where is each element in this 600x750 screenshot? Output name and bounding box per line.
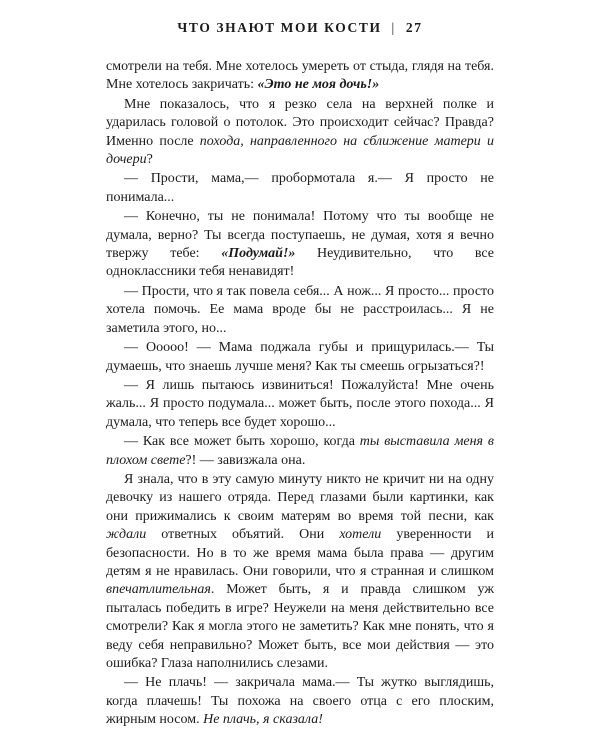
text-segment: смотрели на тебя. Мне хотелось умереть от стыда, глядя на тебя. Мне хотелось закричать: xyxy=(106,59,494,93)
emphasis: «Это не моя дочь!» xyxy=(257,77,380,93)
text-segment: — Прости, что я так повела себя... А нож... Я просто... просто хотела помочь. Ее мама вроде бы не расстроилась... Я не заметила этого, но... xyxy=(106,283,494,336)
emphasis: «Подумай!» xyxy=(221,246,296,262)
text-segment: ?! — завизжала она. xyxy=(185,452,306,468)
book-title: ЧТО ЗНАЮТ МОИ КОСТИ xyxy=(177,20,382,35)
paragraph xyxy=(106,283,494,338)
header-separator: | xyxy=(391,20,396,35)
body-text xyxy=(106,58,494,730)
paragraph xyxy=(106,96,494,170)
text-segment: — Я лишь пытаюсь извиниться! Пожалуйста! Мне очень жаль... Я просто подумала... может быть, после этого похода... Я думала, что теперь все будет хорошо... xyxy=(106,377,494,430)
text-segment: Неудивительно, что все одноклассники тебя ненавидят! xyxy=(106,246,494,280)
paragraph xyxy=(106,339,494,376)
text-segment: Мне показалось, что я резко села на верхней полке и ударилась головой о потолок. Это происходит сейчас? Правда? Именно после xyxy=(106,96,494,149)
italic-text: похода, направленного на сближение матери и дочери xyxy=(106,133,494,168)
italic-text: ты выставила меня в плохом свете xyxy=(106,434,494,468)
paragraph xyxy=(106,58,494,95)
italic-text: хотели xyxy=(339,527,382,543)
text-segment: — Как все может быть хорошо, когда xyxy=(124,434,360,450)
text-segment: — Конечно, ты не понимала! Потому что ты вообще не думала, верно? Ты всегда поступаешь, не думая, хотя я вечно твержу тебе: xyxy=(106,209,494,262)
paragraph xyxy=(106,674,494,729)
text-segment: — Ооооо! — Мама поджала губы и прищурилась.— Ты думаешь, что знаешь лучше меня? Как ты смеешь огрызаться?! xyxy=(106,340,494,374)
text-segment: Я знала, что в эту самую минуту никто не кричит ни на одну девочку из нашего отряда. Перед глазами были картинки, как они прижимались к своим матерям во время той песни, как xyxy=(106,471,494,524)
paragraph xyxy=(106,433,494,470)
italic-text: ждали xyxy=(106,527,147,543)
text-segment: ответных объятий. Они xyxy=(146,527,340,543)
text-segment: ? xyxy=(146,152,153,168)
paragraph xyxy=(106,208,494,282)
paragraph xyxy=(106,377,494,432)
running-header xyxy=(0,20,600,36)
italic-text: Не плачь, я сказала! xyxy=(203,712,323,728)
paragraph xyxy=(106,170,494,207)
italic-text: впечатлительная xyxy=(106,582,211,598)
text-segment: . Может быть, я и правда слишком уж пыталась победить в игре? Неужели на меня действительно все смотрели? Как я могла этого не заметить? Как мне понять, что я веду себя неправильно? Может быть, все мои действия — это ошибка? Глаза наполнились слезами. xyxy=(106,582,494,671)
page-number: 27 xyxy=(405,20,423,35)
text-segment: уверенности и безопасности. Но в то же время мама была права — другим детям я не нравилась. Они говорили, что я странная и слишком xyxy=(106,527,494,579)
text-segment: — Прости, мама,— пробормотала я.— Я просто не понимала... xyxy=(106,171,494,205)
text-segment: — Не плачь! — закричала мама.— Ты жутко выглядишь, когда плачешь! Ты похожа на своего отца с его плоским, жирным носом. xyxy=(106,675,494,728)
paragraph xyxy=(106,471,494,673)
